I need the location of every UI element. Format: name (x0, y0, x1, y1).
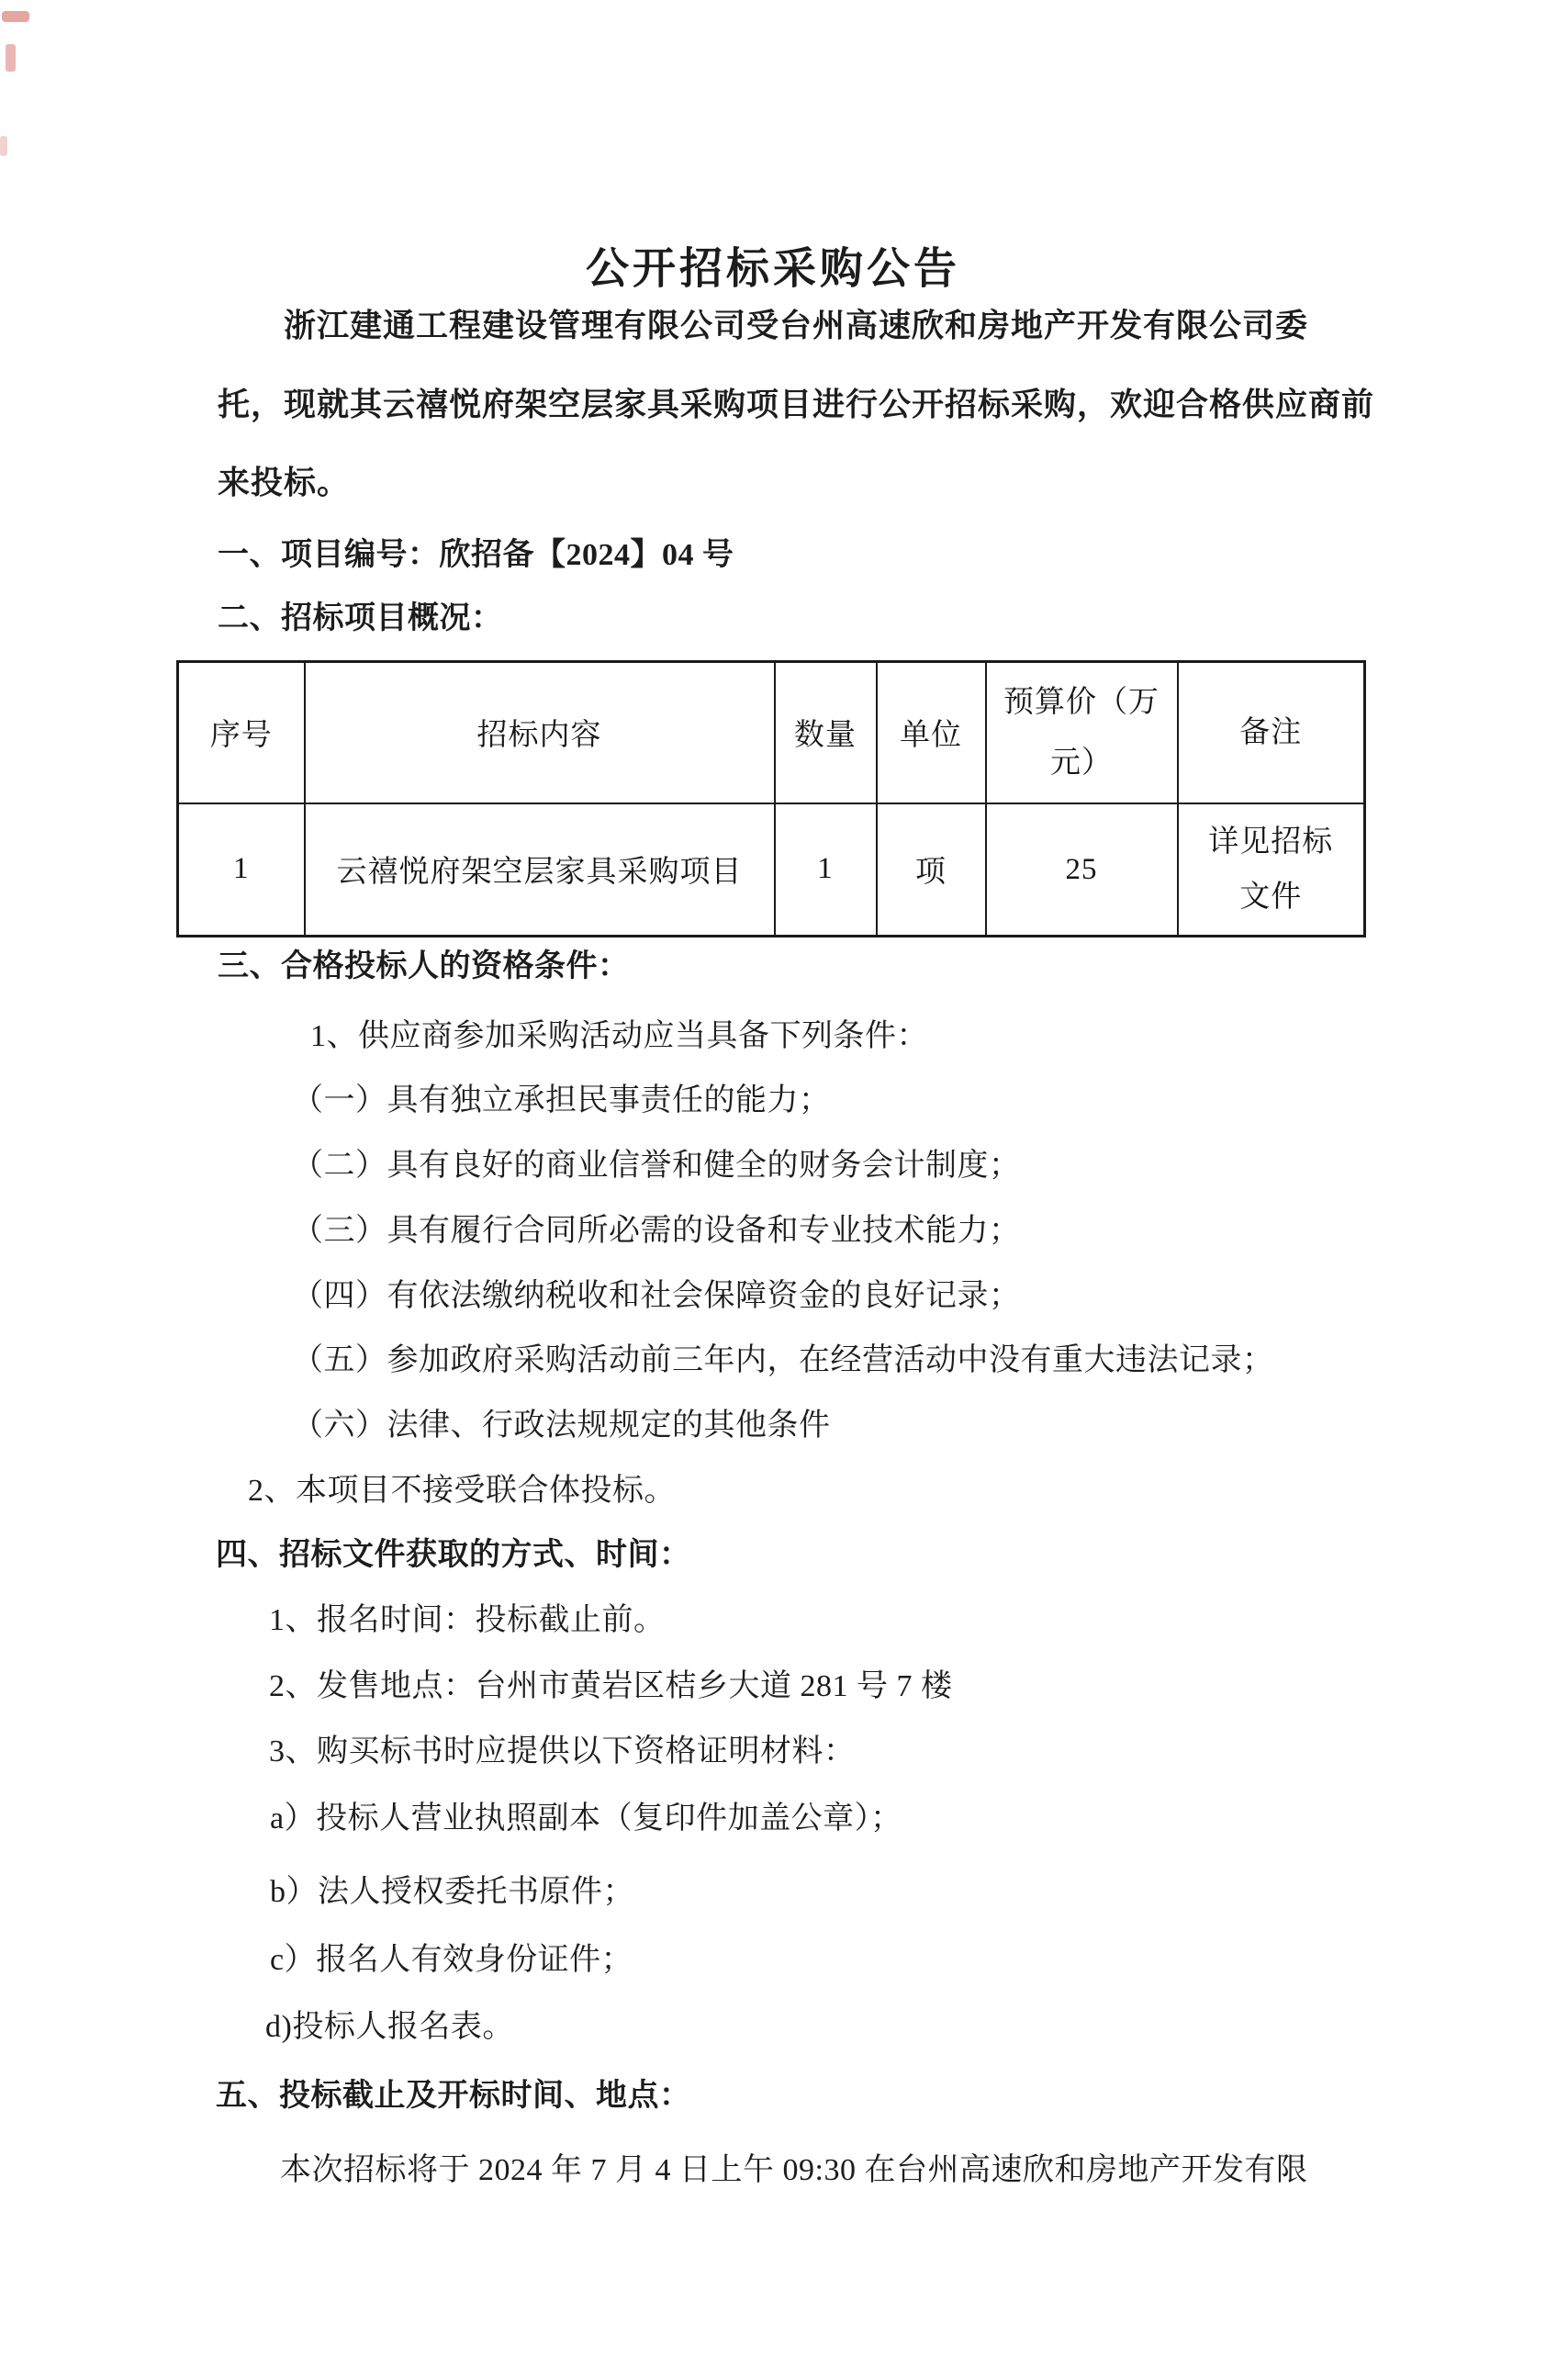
intro-paragraph-line: 来投标。 (218, 465, 351, 501)
cell-content: 云禧悦府架空层家具采购项目 (305, 803, 775, 937)
intro-paragraph-line: 托，现就其云禧悦府架空层家具采购项目进行公开招标采购，欢迎合格供应商前 (218, 387, 1375, 423)
cell-seq: 1 (178, 803, 305, 937)
cell-unit: 项 (877, 803, 986, 937)
qualification-item-2: 2、本项目不接受联合体投标。 (248, 1474, 676, 1508)
access-item: 3、购买标书时应提供以下资格证明材料： (269, 1734, 856, 1768)
cell-budget: 25 (986, 803, 1178, 937)
condition-item: （三）具有履行合同所必需的设备和专业技术能力； (292, 1214, 1021, 1248)
cell-note: 详见招标文件 (1178, 803, 1365, 937)
col-header-seq: 序号 (178, 662, 305, 803)
condition-item: （五）参加政府采购活动前三年内，在经营活动中没有重大违法记录； (292, 1343, 1274, 1377)
condition-item: （一）具有独立承担民事责任的能力； (292, 1083, 831, 1117)
access-item: 2、发售地点：台州市黄岩区桔乡大道 281 号 7 楼 (269, 1669, 953, 1703)
red-scan-artifact (0, 136, 7, 156)
red-scan-artifact (2, 11, 29, 22)
section-3-qualifications-heading: 三、合格投标人的资格条件： (218, 949, 630, 983)
deadline-body-line: 本次招标将于 2024 年 7 月 4 日上午 09:30 在台州高速欣和房地产开发有限 (280, 2153, 1308, 2187)
material-item: b）法人授权委托书原件； (270, 1875, 634, 1909)
qualification-item-1: 1、供应商参加采购活动应当具备下列条件： (310, 1019, 928, 1053)
document-title: 公开招标采购公告 (586, 245, 960, 294)
material-item: d)投标人报名表。 (265, 2010, 514, 2044)
condition-item: （二）具有良好的商业信誉和健全的财务会计制度； (292, 1149, 1021, 1183)
cell-qty: 1 (775, 803, 877, 937)
access-item: 1、报名时间：投标截止前。 (269, 1603, 666, 1637)
intro-paragraph-line: 浙江建通工程建设管理有限公司受台州高速欣和房地产开发有限公司委 (284, 308, 1309, 344)
col-header-note: 备注 (1178, 662, 1365, 803)
section-4-document-access-heading: 四、招标文件获取的方式、时间： (216, 1538, 691, 1572)
col-header-qty: 数量 (775, 662, 877, 803)
section-1-project-number: 一、项目编号：欣招备【2024】04 号 (218, 538, 734, 572)
material-item: a）投标人营业执照副本（复印件加盖公章）； (270, 1802, 902, 1836)
table-row (178, 803, 1365, 937)
condition-item: （六）法律、行政法规规定的其他条件 (292, 1409, 831, 1443)
col-header-budget: 预算价（万元） (986, 662, 1178, 803)
col-header-content: 招标内容 (305, 662, 775, 803)
red-scan-artifact (6, 44, 16, 72)
table-header-row (178, 662, 1365, 803)
section-2-overview-heading: 二、招标项目概况： (218, 601, 503, 635)
section-5-deadline-heading: 五、投标截止及开标时间、地点： (216, 2079, 691, 2113)
col-header-unit: 单位 (877, 662, 986, 803)
bid-overview-table (176, 660, 1366, 937)
condition-item: （四）有依法缴纳税收和社会保障资金的良好记录； (292, 1279, 1021, 1313)
material-item: c）报名人有效身份证件； (270, 1943, 633, 1977)
